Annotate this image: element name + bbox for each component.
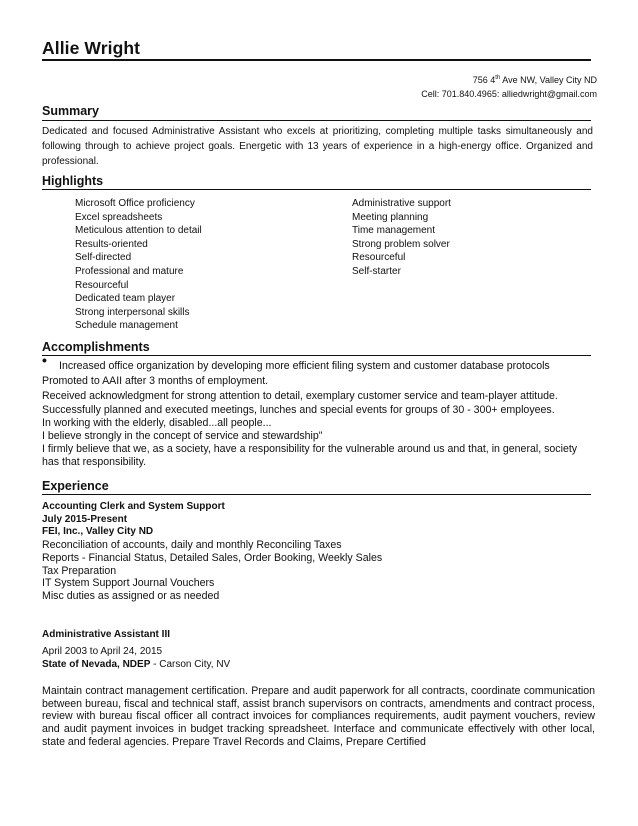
highlight-item: Excel spreadsheets xyxy=(75,211,163,223)
accomplishments-heading: Accomplishments xyxy=(42,340,150,354)
accomplishment-item: • Increased office organization by developing more efficient filing system and customer database protocols xyxy=(42,352,550,372)
experience-heading: Experience xyxy=(42,479,109,493)
job-dates: April 2003 to April 24, 2015 xyxy=(42,645,163,657)
highlight-item: Schedule management xyxy=(75,320,178,332)
highlight-item: Dedicated team player xyxy=(75,293,176,305)
job-company-line xyxy=(42,658,602,671)
address-line xyxy=(421,71,597,87)
duty-item: IT System Support Journal Vouchers xyxy=(42,577,215,590)
highlight-item: Self-directed xyxy=(75,252,132,264)
duty-item: Tax Preparation xyxy=(42,564,117,577)
highlight-item: Meeting planning xyxy=(352,211,429,223)
summary-divider xyxy=(42,120,591,121)
highlight-item: Administrative support xyxy=(352,198,451,209)
job-2-description: Maintain contract management certification. Prepare and audit paperwork for all contracts, coordinate communication between bureau, fiscal and technical staff, assist branch supervisors on contracts, amendments and contract process, review with bureau fiscal officer all contract invoices for compliances requirements, audit payment vouchers, review and audit payment invoices in budget tracking spreadsheet. Interface and communicate effectively with other local, state and federal agencies. Prepare Travel Records and Claims, Prepare Certified xyxy=(42,685,595,748)
highlight-item: Strong interpersonal skills xyxy=(75,306,190,318)
highlights-left-column xyxy=(75,197,202,333)
job-company: State of Nevada, NDEP xyxy=(42,659,151,671)
summary-heading: Summary xyxy=(42,104,99,118)
accomplishment-item: I firmly believe that we, as a society, have a responsibility for the vulnerable around us and that, in general, society has that responsibility. xyxy=(42,442,578,468)
accomplishments-list xyxy=(42,352,602,468)
highlights-right-column xyxy=(352,197,451,279)
accomplishment-item: Received acknowledgment for strong attention to detail, exemplary customer service and team-player attitude. xyxy=(42,389,558,402)
accomplishments-divider xyxy=(42,355,591,356)
summary-text: Dedicated and focused Administrative Assistant who excels at prioritizing, completing multiple tasks simultaneously and following through to achieve project goals. Energetic with 13 years of experience in a high-energy office. Organized and professional. xyxy=(42,126,593,167)
contact-block xyxy=(421,71,597,101)
highlight-item: Resourceful xyxy=(75,279,129,291)
address-superscript: th xyxy=(495,75,501,81)
highlights-divider xyxy=(42,189,591,190)
highlight-item: Strong problem solver xyxy=(352,238,450,250)
highlight-item: Microsoft Office proficiency xyxy=(75,198,195,209)
job-entry-2 xyxy=(42,629,602,672)
bullet-marker: • xyxy=(42,352,47,368)
highlight-item: Time management xyxy=(352,225,435,237)
job-entry-1 xyxy=(42,501,602,603)
name-divider xyxy=(42,59,591,61)
duty-item: Reports - Financial Status, Detailed Sales, Order Booking, Weekly Sales xyxy=(42,551,383,564)
contact-line: Cell: 701.840.4965: alliedwright@gmail.com xyxy=(421,89,597,99)
address-rest: Ave NW, Valley City ND xyxy=(500,75,597,85)
highlights-heading: Highlights xyxy=(42,174,104,188)
job-location: - Carson City, NV xyxy=(150,659,231,671)
job-title: Accounting Clerk and System Support xyxy=(42,501,225,512)
job-duties xyxy=(42,539,602,603)
duty-item: Misc duties as assigned or as needed xyxy=(42,589,220,602)
address-number: 756 4 xyxy=(472,75,496,85)
accomplishment-item: In working with the elderly, disabled...all people... xyxy=(42,417,272,430)
job-dates: July 2015-Present xyxy=(42,513,128,525)
highlight-item: Self-starter xyxy=(352,265,401,277)
highlight-item: Meticulous attention to detail xyxy=(75,225,202,237)
duty-item: Reconciliation of accounts, daily and monthly Reconciling Taxes xyxy=(42,539,342,552)
highlight-item: Results-oriented xyxy=(75,238,148,250)
candidate-name: Allie Wright xyxy=(42,38,141,58)
accomplishment-item: I believe strongly in the concept of service and stewardship" xyxy=(42,429,323,442)
accomplishment-item: Promoted to AAII after 3 months of employment. xyxy=(42,374,269,387)
job-title: Administrative Assistant III xyxy=(42,629,170,640)
experience-divider xyxy=(42,494,591,495)
job-company: FEI, Inc., Valley City ND xyxy=(42,526,154,538)
accomplishment-item: Successfully planned and executed meetings, lunches and special events for groups of 30 - 300+ employees. xyxy=(42,404,555,417)
highlight-item: Professional and mature xyxy=(75,265,184,277)
highlight-item: Resourceful xyxy=(352,252,406,264)
